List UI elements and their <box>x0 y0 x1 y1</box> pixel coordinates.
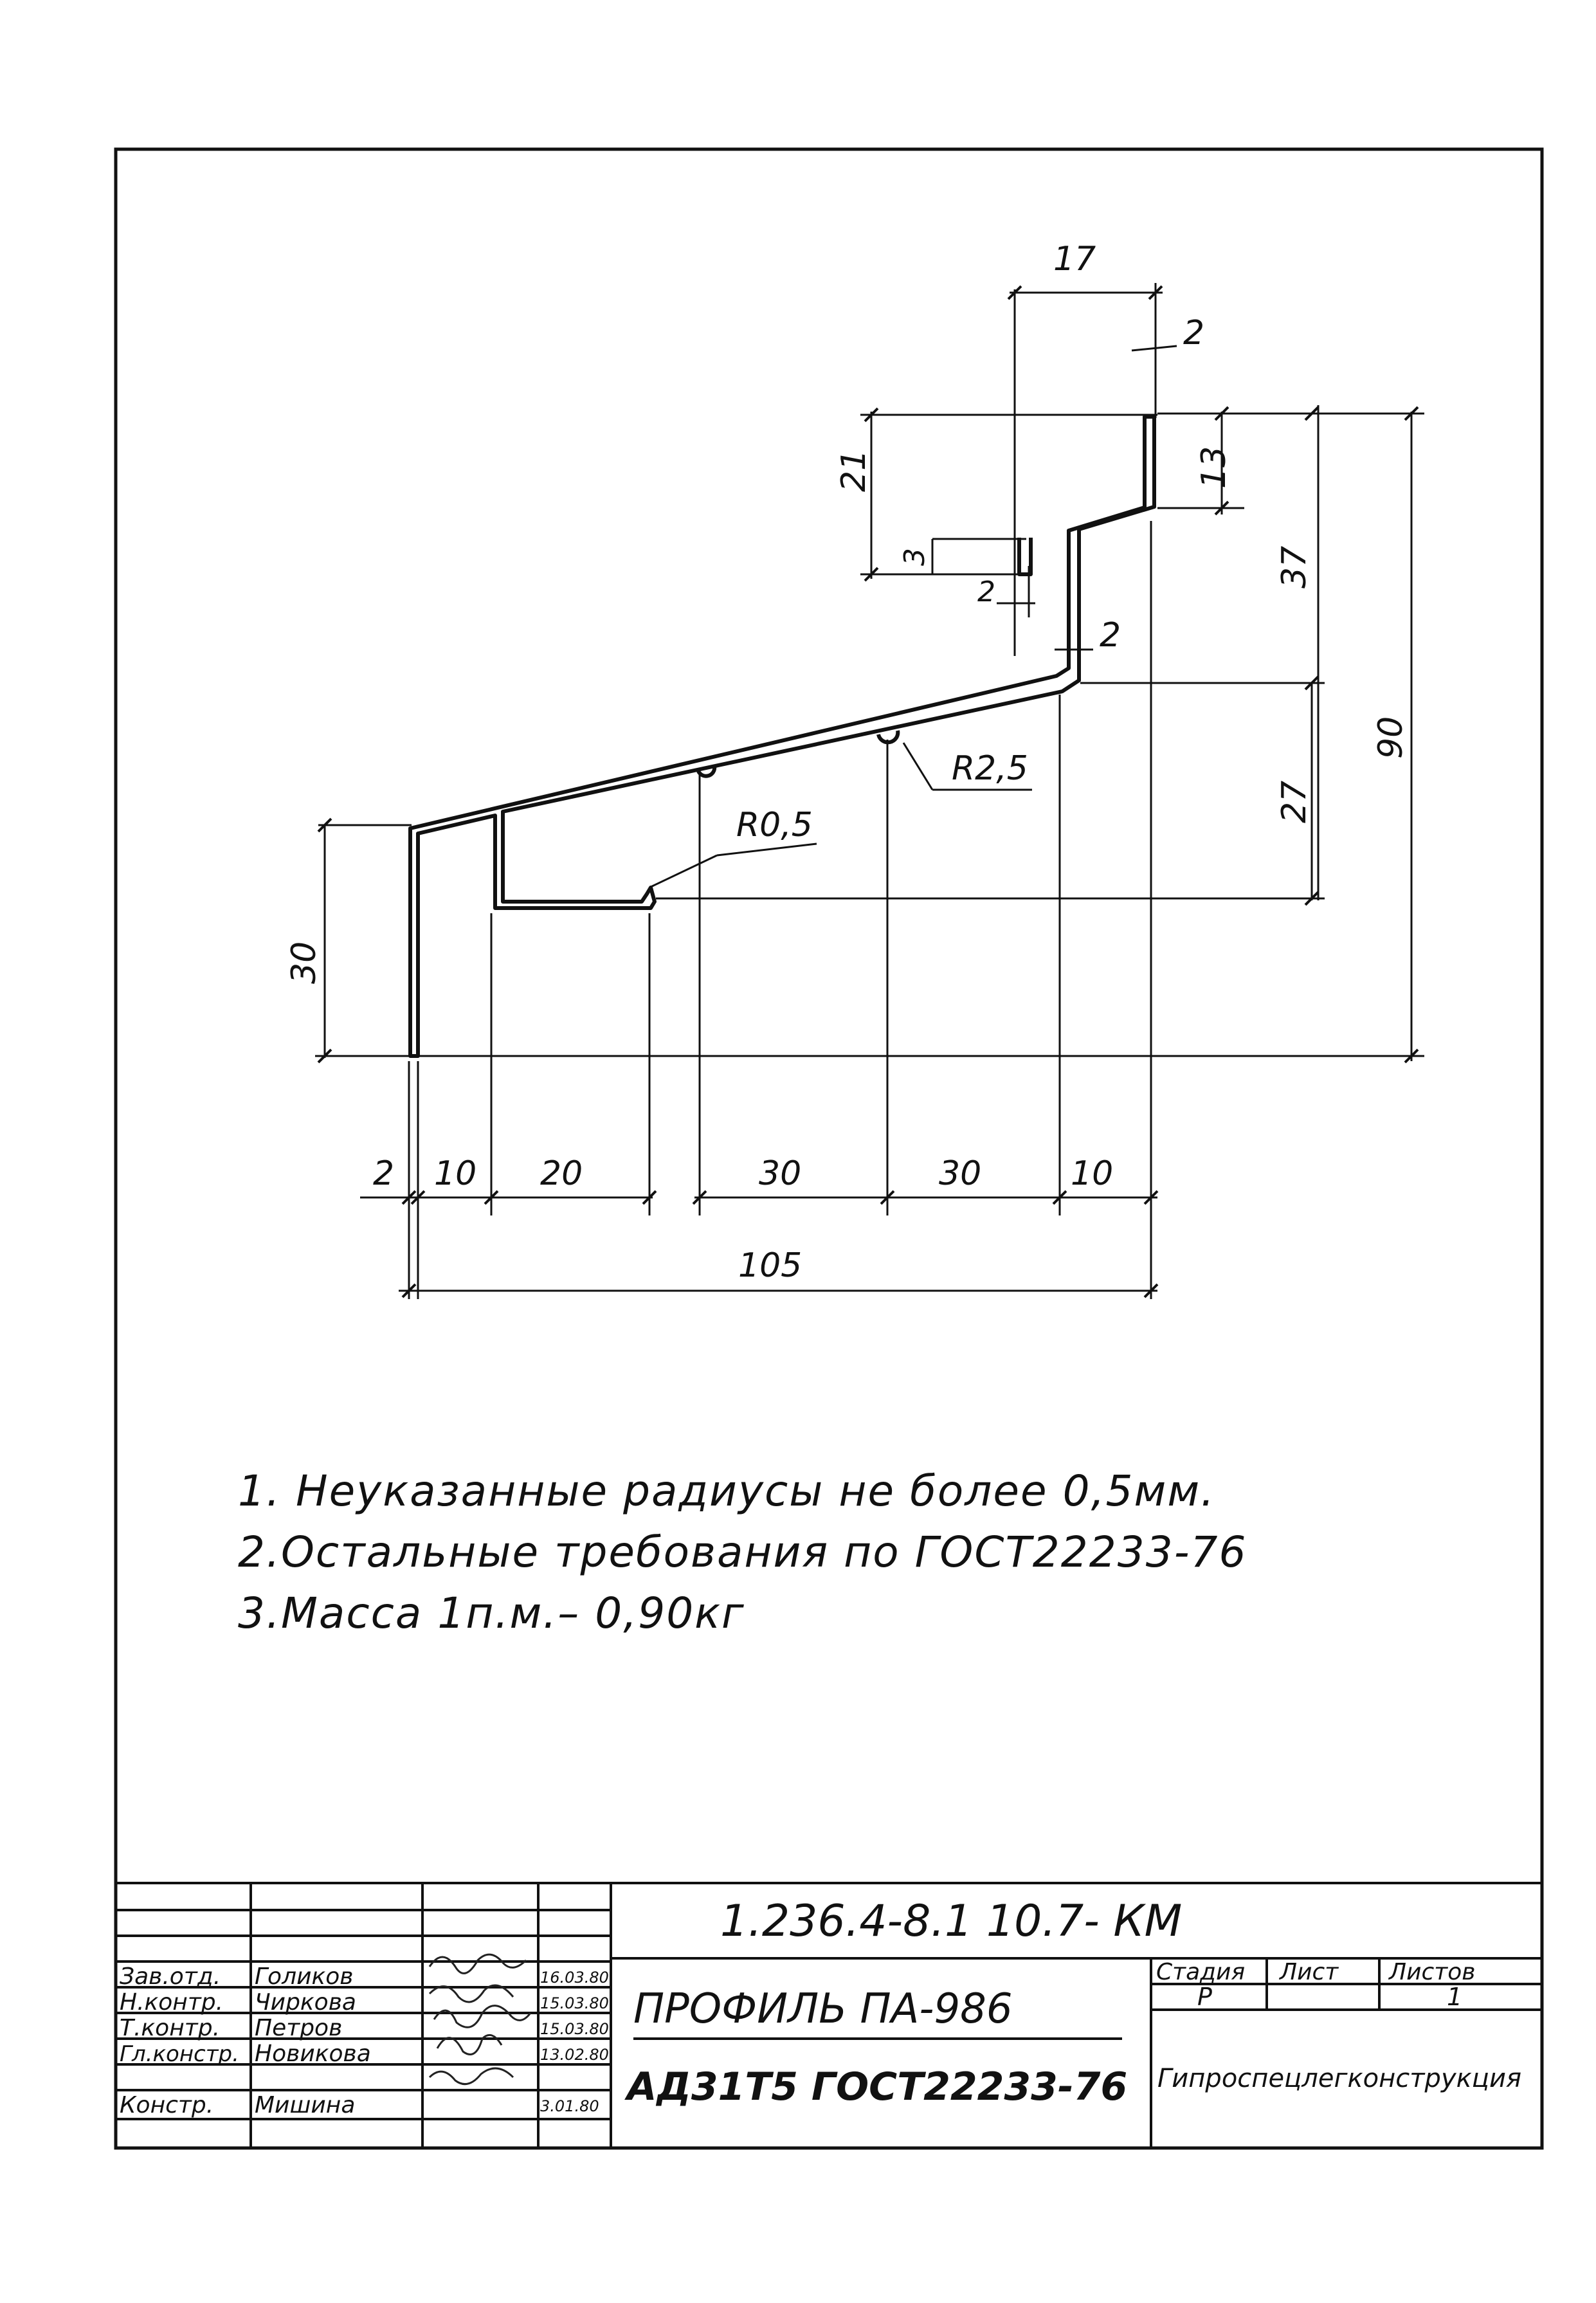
profile-outline <box>410 417 1154 1056</box>
stage-header: Стадия <box>1156 1959 1246 1985</box>
sheet-border <box>116 149 1542 2148</box>
sheets-header: Листов <box>1389 1959 1476 1985</box>
doc-code: 1.236.4-8.1 10.7- КМ <box>720 1896 1183 1947</box>
staff-role-4: Гл.констр. <box>120 2041 239 2067</box>
organization-name: Гипроспецлегконструкция <box>1157 2064 1522 2093</box>
dimension-labels <box>285 240 1410 1285</box>
dim-top-width: 17 <box>1053 240 1096 278</box>
dim-right-upper: 37 <box>1275 545 1314 588</box>
dim-left-upper: 21 <box>835 449 873 492</box>
dim-bottom-6: 10 <box>1071 1154 1114 1193</box>
dim-top-thickness: 2 <box>1183 314 1205 352</box>
dim-bottom-1: 2 <box>373 1154 395 1193</box>
dim-bottom-2: 10 <box>434 1154 477 1193</box>
staff-date-3: 15.03.80 <box>540 2020 609 2038</box>
staff-name-4: Новикова <box>255 2041 371 2067</box>
stage-value: Р <box>1197 1983 1212 2011</box>
staff-role-1: Зав.отд. <box>120 1963 221 1990</box>
sheet-header: Лист <box>1280 1959 1339 1985</box>
staff-name-5: Мишина <box>255 2092 356 2118</box>
note-2: 2.Остальные требования по ГОСТ22233-76 <box>238 1527 1247 1577</box>
dimension-ticks <box>318 286 1418 1297</box>
note-3: 3.Масса 1п.м.– 0,90кг <box>238 1588 745 1638</box>
dim-small-thickness: 2 <box>977 576 995 608</box>
material-spec: АД31Т5 ГОСТ22233-76 <box>627 2064 1128 2109</box>
staff-date-1: 16.03.80 <box>540 1969 609 1987</box>
sheets-value: 1 <box>1447 1983 1463 2011</box>
staff-date-4: 13.02.80 <box>540 2046 609 2064</box>
staff-name-3: Петров <box>255 2015 343 2041</box>
dim-left-height: 30 <box>285 941 323 984</box>
callout-radius-small: R0,5 <box>736 806 813 844</box>
profile-title: ПРОФИЛЬ ПА-986 <box>633 1985 1013 2033</box>
dimension-lines <box>315 283 1424 1299</box>
staff-role-5: Констр. <box>120 2092 214 2118</box>
dim-bottom-4: 30 <box>759 1154 802 1193</box>
staff-date-5: 3.01.80 <box>540 2097 599 2115</box>
title-block-text <box>120 1896 1521 2118</box>
dim-right-lower: 27 <box>1275 780 1314 823</box>
dim-overall-width: 105 <box>738 1246 803 1285</box>
dim-bottom-3: 20 <box>540 1154 583 1193</box>
dim-overall-height: 90 <box>1372 716 1410 759</box>
note-1: 1. Неуказанные радиусы не более 0,5мм. <box>238 1466 1216 1516</box>
callout-radius-large: R2,5 <box>952 749 1028 788</box>
dim-web-thickness: 2 <box>1100 616 1121 655</box>
dim-bottom-5: 30 <box>939 1154 982 1193</box>
staff-name-1: Голиков <box>255 1963 354 1990</box>
staff-date-2: 15.03.80 <box>540 1994 609 2012</box>
dim-small-step: 3 <box>898 548 931 566</box>
staff-name-2: Чиркова <box>255 1989 356 2016</box>
staff-role-2: Н.контр. <box>120 1989 224 2016</box>
dim-right-step: 13 <box>1195 446 1233 489</box>
staff-role-3: Т.контр. <box>120 2015 221 2041</box>
